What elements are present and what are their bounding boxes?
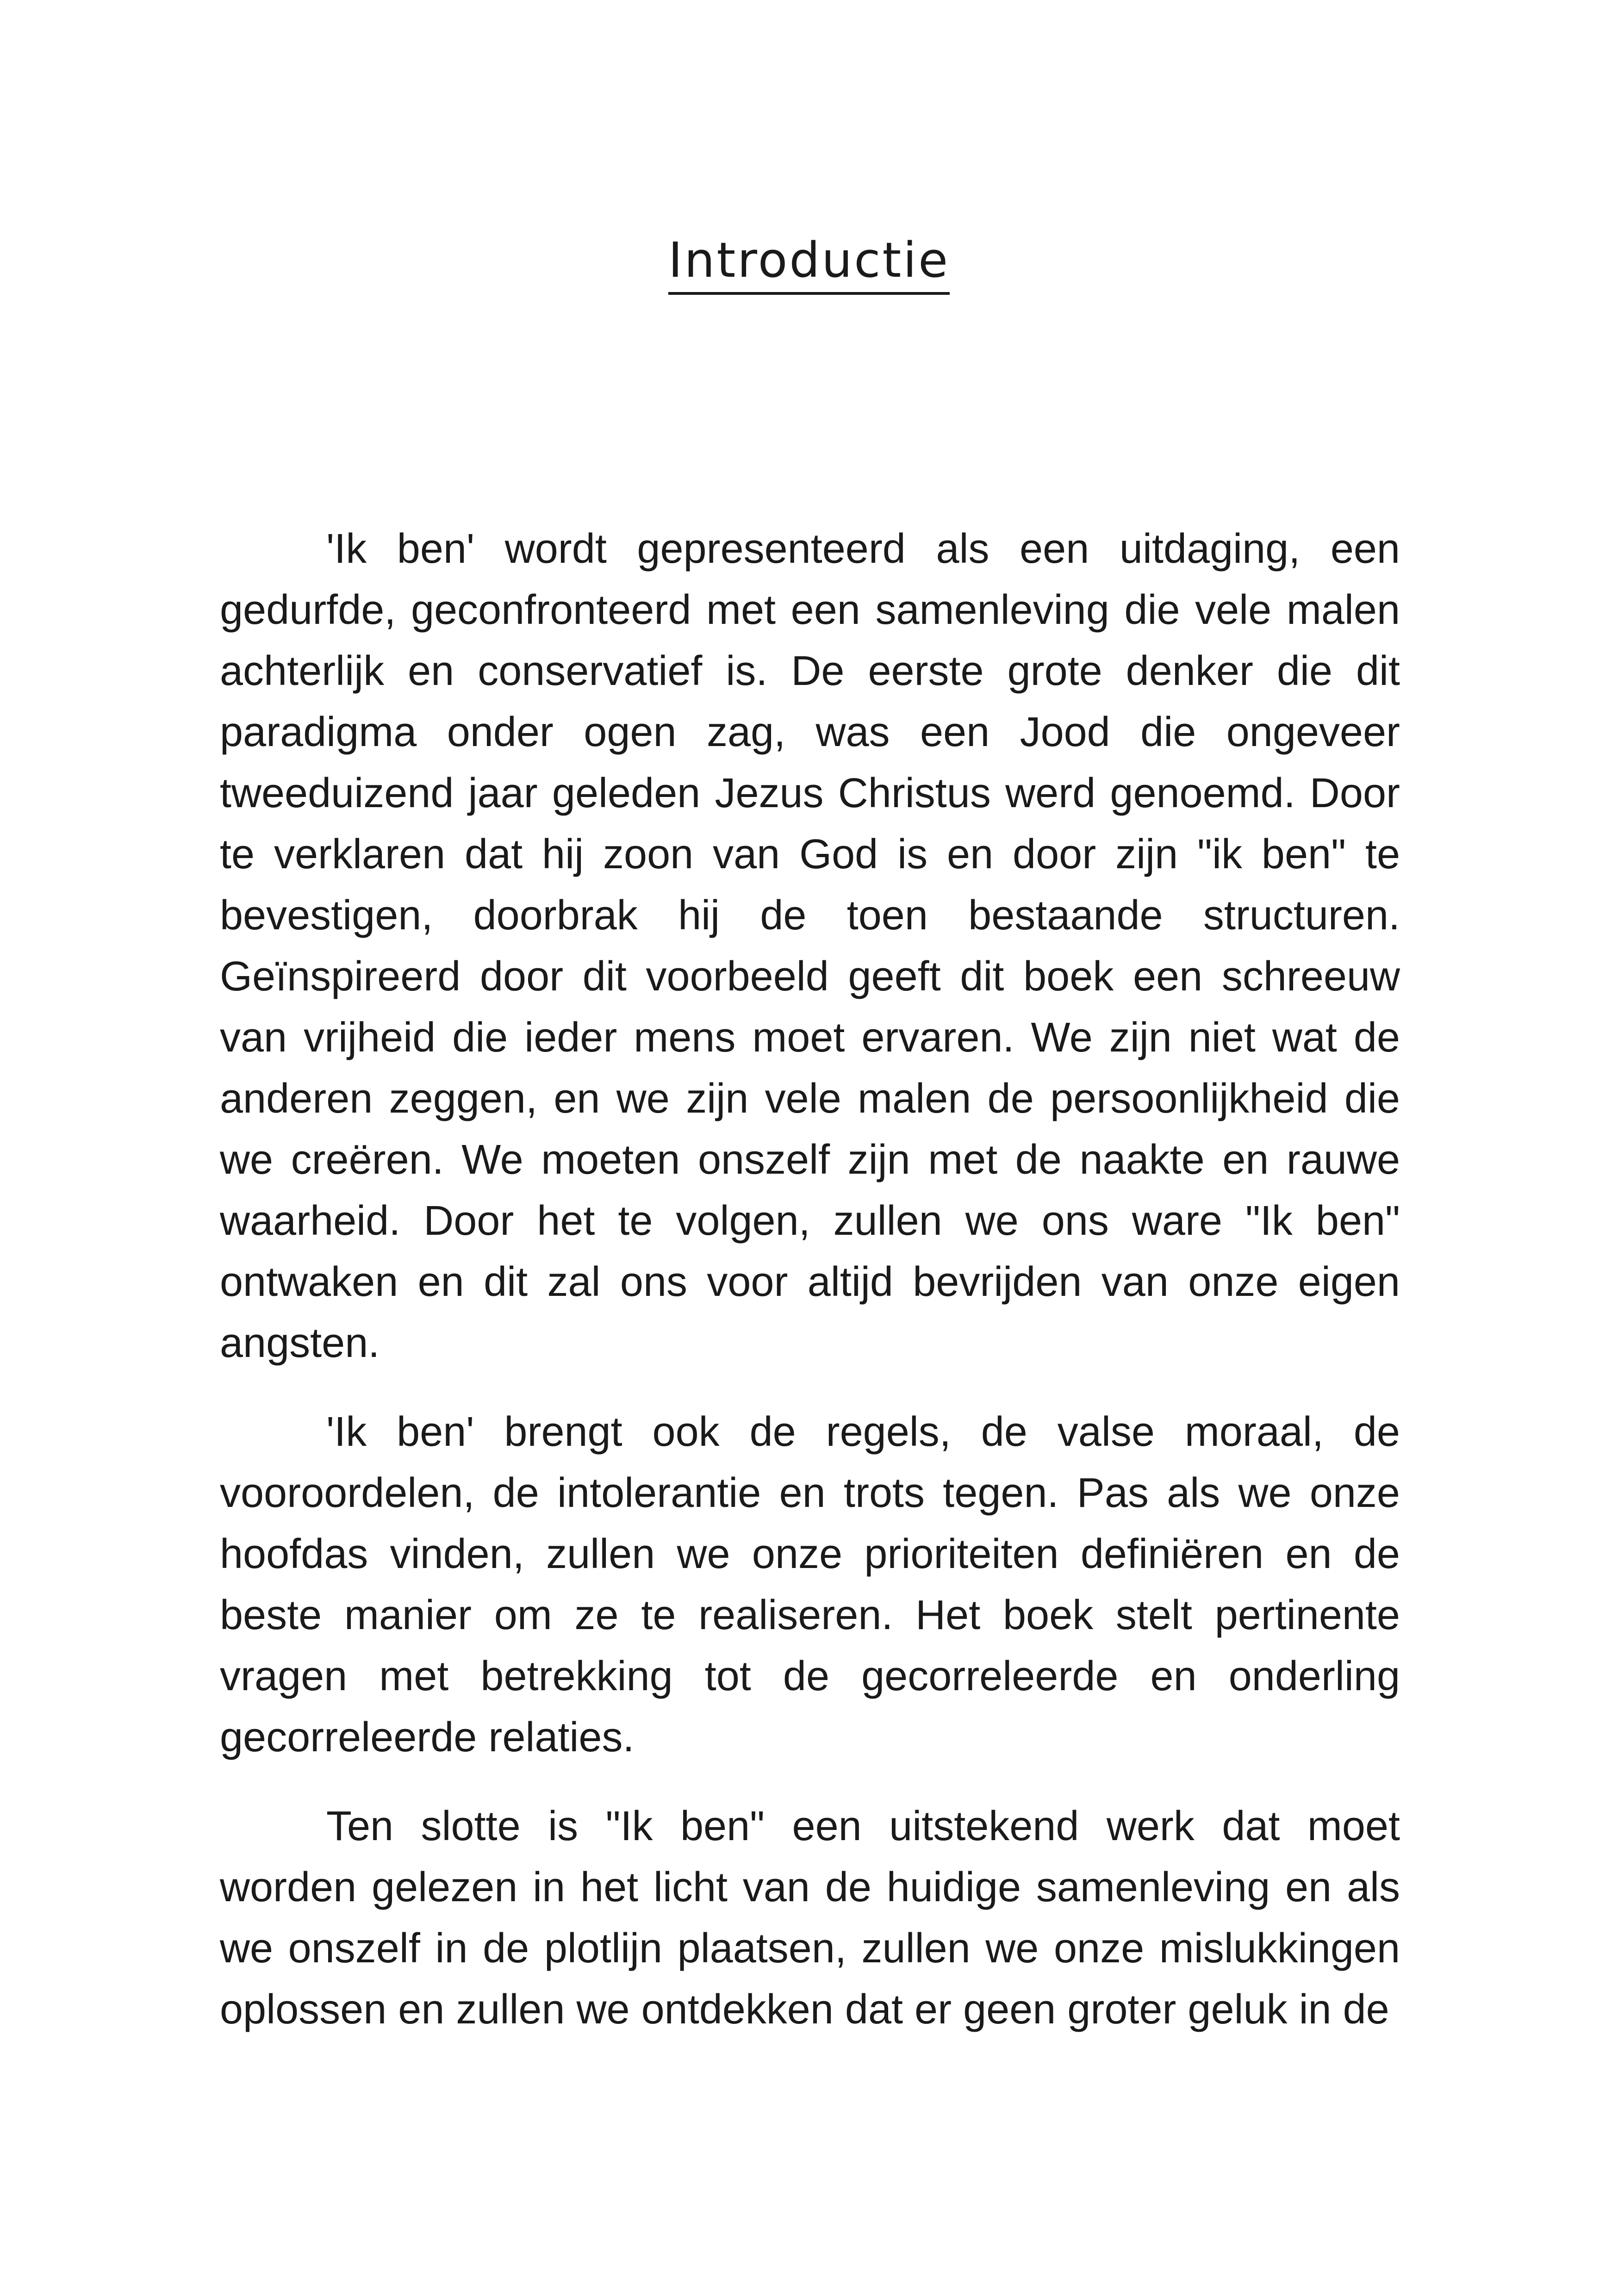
- document-body: [220, 518, 1400, 2068]
- paragraph-1: 'Ik ben' wordt gepresenteerd als een uitdaging, een gedurfde, geconfronteerd met een samenleving die vele malen achterlijk en conservatief is. De eerste grote denker die dit paradigma onder ogen zag, was een Jood die ongeveer tweeduizend jaar geleden Jezus Christus werd genoemd. Door te verklaren dat hij zoon van God is en door zijn "ik ben" te bevestigen, doorbrak hij de toen bestaande structuren. Geïnspireerd door dit voorbeeld geeft dit boek een schreeuw van vrijheid die ieder mens moet ervaren. We zijn niet wat de anderen zeggen, en we zijn vele malen de persoonlijkheid die we creëren. We moeten onszelf zijn met de naakte en rauwe waarheid. Door het te volgen, zullen we ons ware "Ik ben" ontwaken en dit zal ons voor altijd bevrijden van onze eigen angsten.: [220, 526, 1400, 1366]
- paragraph-3: Ten slotte is "Ik ben" een uitstekend werk dat moet worden gelezen in het licht van de huidige samenleving en als we onszelf in de plotlijn plaatsen, zullen we onze mislukkingen oplossen en zullen we ontdekken dat er geen groter geluk in de: [220, 1803, 1400, 2033]
- paragraph-2: 'Ik ben' brengt ook de regels, de valse moraal, de vooroordelen, de intolerantie en trots tegen. Pas als we onze hoofdas vinden, zullen we onze prioriteiten definiëren en de beste manier om ze te realiseren. Het boek stelt pertinente vragen met betrekking tot de gecorreleerde en onderling gecorreleerde relaties.: [220, 1409, 1400, 1761]
- page-title: [0, 231, 1618, 295]
- page-title-text: Introductie: [668, 231, 950, 295]
